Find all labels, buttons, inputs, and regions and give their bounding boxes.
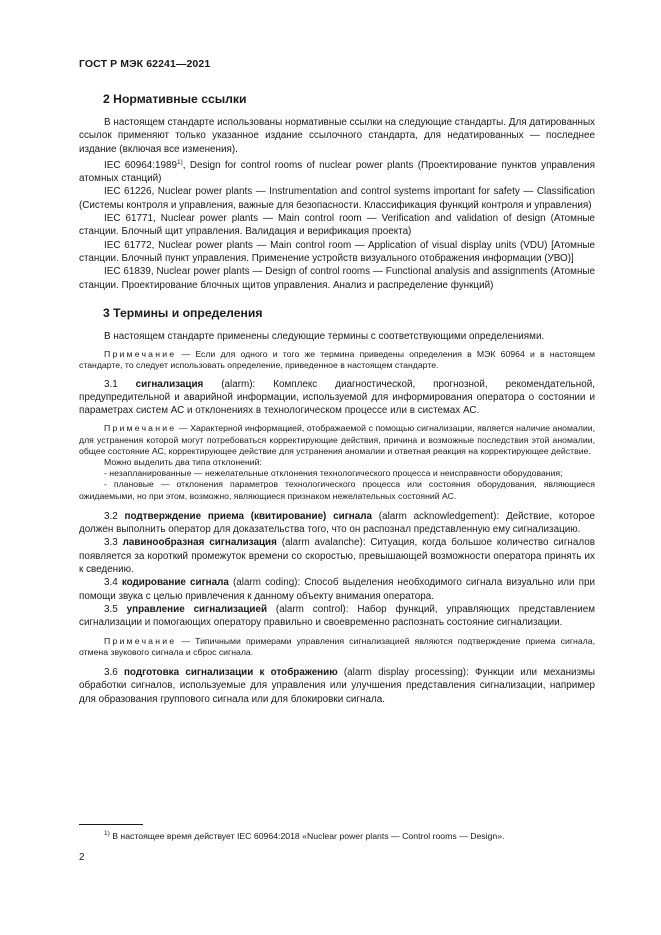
page-content — [79, 92, 595, 706]
page-number: 2 — [79, 852, 85, 863]
term-3-2: 3.2 подтверждение приема (квитирование) сигнала (alarm acknowledgement): Действие, которое должен выполнить оператор для доказательства того, что он распознал представленную ему сигнализацию. — [79, 510, 595, 536]
footnote-marker: 1) — [104, 830, 110, 837]
reference-item: IEC 61772, Nuclear power plants — Main control room — Application of visual display units (VDU) [Атомные станции. Блочный пункт управления. Применение устройств визуального отображения информации (УВО)] — [79, 239, 595, 264]
term-name: лавинообразная сигнализация — [122, 537, 277, 549]
footnote-divider — [79, 824, 143, 825]
note-label: Примечание — [104, 635, 177, 646]
section-2-intro: В настоящем стандарте использованы нормативные ссылки на следующие стандарты. Для датированных ссылок применяют только указанное издание ссылочного стандарта, для недатированных — последнее издание (включая все изменения). — [79, 117, 595, 155]
note-3: Примечание — Типичными примерами управления сигнализацией являются подтверждение приема сигнала, отмена звукового сигнала и сброс сигнала. — [79, 635, 595, 657]
term-3-5: 3.5 управление сигнализацией (alarm control): Набор функций, управляющих представлением сигнализации и помогающих оператору правильно и своевременно распознать состояние сигнализации. — [79, 603, 595, 629]
term-3-1: 3.1 сигнализация (alarm): Комплекс диагностической, прогнозной, рекомендательной, предупредительной и аварийной информации, используемой для информирования оператора о состоянии и параметрах систем АС и отклонениях в технологическом процессе или в системах АС. — [79, 378, 595, 417]
reference-item: IEC 60964:1989$^{1)}$, Design for control rooms of nuclear power plants (Проектирование пунктов управления атомных станций) — [79, 158, 595, 185]
section-3-intro: В настоящем стандарте применены следующие термины с соответствующими определениями. — [104, 330, 545, 342]
note-2-line: Можно выделить два типа отклонений: — [104, 457, 262, 468]
note-2: Примечание — Характерной информацией, отображаемой с помощью сигнализации, является наличие аномалии, для устранения которой могут потребоваться корректирующие действия, причина и возможные последствия этой аномалии, общее состояние АС, корректирующее действие для устранения аномалии и ответная реакция на корректирующее действие. — [79, 423, 595, 456]
section-2-title: 2 Нормативные ссылки — [103, 92, 247, 106]
note-label: Примечание — [104, 423, 177, 434]
term-name: сигнализация — [135, 378, 204, 390]
note-1: Примечание — Если для одного и того же термина приведены определения в МЭК 60964 и в настоящем стандарте, то следует использовать определение, приведенное в настоящем стандарте. — [79, 349, 595, 371]
term-name: кодирование сигнала — [121, 577, 229, 589]
term-name: управление сигнализацией — [126, 603, 268, 615]
reference-item: IEC 61839, Nuclear power plants — Design of control rooms — Functional analysis and assignments (Атомные станции. Проектирование блочных щитов управления. Анализ и распределение функций) — [79, 266, 595, 291]
reference-item: IEC 61226, Nuclear power plants — Instrumentation and control systems important for safety — Classification (Системы контроля и управления, важные для безопасности. Классификация функций контроля и управления) — [79, 186, 595, 211]
term-3-6: 3.6 подготовка сигнализации к отображению (alarm display processing): Функции или механизмы обработки сигналов, используемые для управления или улучшения представления сигнализации, например для образования группового сигнала или для блокировки сигнала. — [79, 666, 595, 705]
term-name: подтверждение приема (квитирование) сигнала — [124, 510, 373, 522]
footnote: $^{1)}$ В настоящее время действует IEC 60964:2018 «Nuclear power plants — Control rooms — Design». — [104, 830, 505, 841]
term-name: подготовка сигнализации к отображению — [123, 666, 338, 678]
term-3-4: 3.4 кодирование сигнала (alarm coding): Способ выделения необходимого сигнала визуально или при помощи звука с целью привлечения к данному объекту внимания оператора. — [79, 577, 595, 602]
note-2-line: - плановые — отклонения параметров технологического процесса или состояния оборудования, являющиеся ожидаемыми, но при этом, возможно, являющиеся признаком нежелательных состояний АС. — [79, 479, 595, 501]
document-id-header: ГОСТ Р МЭК 62241—2021 — [79, 58, 211, 70]
note-2-line: - незапланированные — нежелательные отклонения технологического процесса и неисправности оборудования; — [104, 468, 563, 479]
term-3-3: 3.3 лавинообразная сигнализация (alarm avalanche): Ситуация, когда большое количество сигналов появляется за короткий промежуток времени со скоростью, превышающей возможности оператора принять их к сведению. — [79, 537, 595, 576]
section-3-title: 3 Термины и определения — [103, 305, 263, 320]
footnote-marker: 1) — [176, 158, 183, 166]
note-label: Примечание — [104, 349, 177, 360]
reference-item: IEC 61771, Nuclear power plants — Main control room — Verification and validation of design (Атомные станции. Блочный щит управления. Валидация и верификация проекта) — [79, 213, 596, 238]
